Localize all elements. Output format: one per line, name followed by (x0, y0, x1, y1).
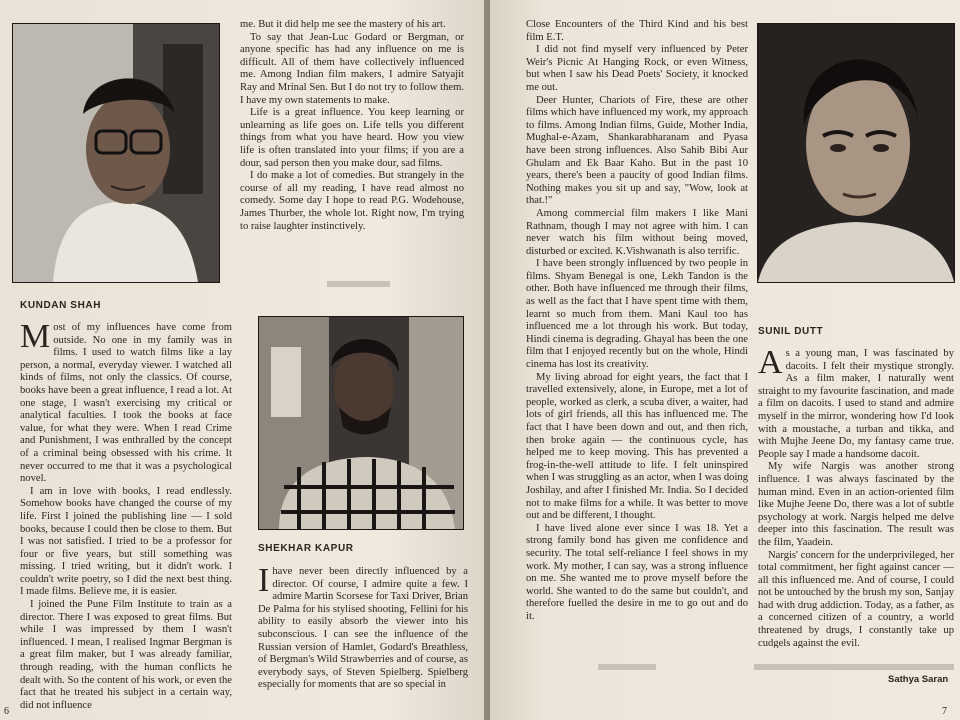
right-page (490, 0, 960, 720)
paragraph: Among commercial film makers I like Mani Rathnam, though I may not agree with him. I can never watch his film without being moved, disturbed or excited. K.Vishwanath is also terrific. (526, 207, 748, 257)
page-number: 6 (4, 706, 9, 717)
left-column-top (240, 19, 464, 233)
dropcap: A (758, 348, 783, 381)
paragraph: I have been strongly influenced by two people in films. Shyam Benegal is one, Lekh Tandon is the other. Both have influenced me through their films, as well as the fact that I have spent time with them, learnt so much from them. Mani Kaul too has influenced me a lot through his work. But today, Hindi cinema is degrading. Ghayal has been the one film that I enjoyed recently but on the whole, Hindi cinema has lost its creativity. (526, 258, 748, 371)
paragraph: My living abroad for eight years, the fact that I travelled extensively, alone, in Europe, met a lot of people, worked as clerk, a scuba diver, a waiter, had lots of girl friends, all this has influenced me. The fact that I have been down and out, and then rich, then broke again — the continuous cycle, has helped me to keep moving. This has prevented a frog-in-the-well attitude to life. I felt uninspired when I was struggling as an actor, when I was doing Joshilay, and after I finished Mr. India. So I decided not to make films for a while. It was better to move out and be different, I thought. (526, 371, 748, 522)
paragraph: Life is a great influence. You keep learning or unlearning as life goes on. Life tells you different things from what you have heard. How you view life is often translated into your films; if you are a dour, sad person then you make dour, sad films. (240, 107, 464, 169)
dropcap: I (258, 566, 270, 599)
author-name-sunil-dutt: SUNIL DUTT (758, 326, 824, 337)
paragraph: me. But it did help me see the mastery of his art. (240, 19, 446, 30)
author-credit: Sathya Saran (888, 674, 949, 685)
portrait-image (13, 24, 219, 282)
paragraph: I have lived alone ever since I was 18. Yet a strong family bond has given me confidence and security. The total self-reliance I feel shows in my work. My mother, I can say, was a strong influence on me. She wanted me to prove myself before the world. She wanted to do the same but couldn't, and therefore fuelled the desire in me to go out and do it. (526, 522, 748, 622)
page-number: 7 (942, 706, 947, 717)
dropcap: M (20, 322, 51, 355)
kundan-shah-photo (12, 23, 220, 283)
paragraph: My wife Nargis was another strong influence. I was always fascinated by the human mind. Even in an action-oriented film like Mujhe Jeene Do, there was a lot of subtle psychology at work. Nargis helped me delve deeper into this fascination. The result was the film, Yaadein. (758, 461, 954, 548)
sunil-dutt-article (758, 348, 954, 648)
paragraph: I do make a lot of comedies. But strangely in the course of all my reading, I have read almost no comedy. Some day I hope to read P.G. Wodehouse, James Thurber, the whole lot. Right now, I'm trying to raise laughter instinctively. (240, 170, 464, 232)
section-divider (598, 664, 656, 670)
paragraph: Most of my influences have come from outside. No one in my family was in films. I used to watch films like a lay person, a normal, everyday viewer. I watched all kinds of films, not only the classics. Of course, books have been a great influence, I read a lot. At one stage, I wasn't exercising my critical or analytical faculties. I took the books at face value, for what they were. When I read Crime and Punishment, I was enthralled by the concept of a criminal being obsessed with his crime. It never occurred to me that it was a psychological novel. (20, 322, 232, 485)
paragraph: Deer Hunter, Chariots of Fire, these are other films which have influenced my work, my approach to films. Among Indian films, Guide, Mother India, Mughal-e-Azam, Shankarabharanam and Pyasa have been strong influences. Also Sahib Bibi Aur Ghulam and Ek Baar Kaho. But in the past 10 years, there's been a paucity of good Indian films. Nothing makes you sit up and say, "Wow, look at that.!" (526, 94, 748, 207)
paragraph: As a young man, I was fascinated by dacoits. I felt their mystique strongly. As a film maker, I naturally went straight to my favourite fascination, and made a film on dacoits. I used to stand and admire myself in the mirror, wondering how I'd look with a moustache, a turban and tikka, and with Mujhe Jeene Do, my fantasy came true. People say I made a handsome dacoit. (758, 348, 954, 460)
shekhar-kapur-article-continued (526, 19, 748, 659)
section-divider (754, 664, 954, 670)
paragraph: I did not find myself very influenced by Peter Weir's Picnic At Hanging Rock, or even Witness, but when I saw his Dead Poets' Society, it knocked me out. (526, 44, 748, 93)
shekhar-kapur-article (258, 566, 468, 706)
paragraph: Nargis' concern for the underprivileged, her total commitment, her fight against cancer — all this influenced me. And of course, I could not be untouched by the brush my son, Sanjay had with drug addiction. Today, as a father, as a concerned citizen of a country, a world threatened by drugs, I constantly take up cudgels against the evil. (758, 549, 954, 648)
author-name-kundan-shah: KUNDAN SHAH (20, 300, 102, 311)
paragraph: I joined the Pune Film Institute to train as a director. There I was exposed to great films. But while I was impressed by them I wasn't influenced. I mean, I realised Ingmar Bergman is a great film maker, but I was already familiar, through reading, with the human conflicts he dealt with. So the content of his work, or even the fact that he treated his subject in a certain way, did not influence (20, 599, 232, 711)
paragraph: Ihave never been directly influenced by a director. Of course, I admire quite a few. I admire Martin Scorsese for Taxi Driver, Brian De Palma for his stylised shooting, Fellini for his ability to easily absorb the viewer into his subconscious. I can see the influence of the Russian version of Hamlet, Godard's Breathless, of Bergman's Wild Strawberries and of course, as everybody says, of Steven Spielberg. Spielberg especially for moments that are so special in (258, 566, 468, 691)
shekhar-kapur-photo (258, 316, 464, 530)
portrait-image (259, 317, 463, 529)
kundan-shah-article (20, 322, 232, 717)
paragraph: I am in love with books, I read endlessly. Somehow books have changed the course of my life. First I joined the publishing line — I sold books, because I could then be close to them. But I was not satisfied. I tried to be a professor for four or five years, but still something was missing. I tried writing, but it didn't work. I couldn't write poetry, so I did the next best thing. I made films. Believe me, it is easier. (20, 485, 232, 598)
paragraph: To say that Jean-Luc Godard or Bergman, or anyone specific has had any influence on me is difficult. All of them have collectively influenced me. Among Indian film makers, I admire Satyajit Ray and Mrinal Sen. But I do not try to follow them. I have my own statements to make. (240, 31, 464, 106)
portrait-image (758, 24, 954, 282)
paragraph: Close Encounters of the Third Kind and his best film E.T. (526, 19, 748, 43)
sunil-dutt-photo (757, 23, 955, 283)
section-divider (327, 281, 390, 287)
author-name-shekhar-kapur: SHEKHAR KAPUR (258, 543, 354, 554)
